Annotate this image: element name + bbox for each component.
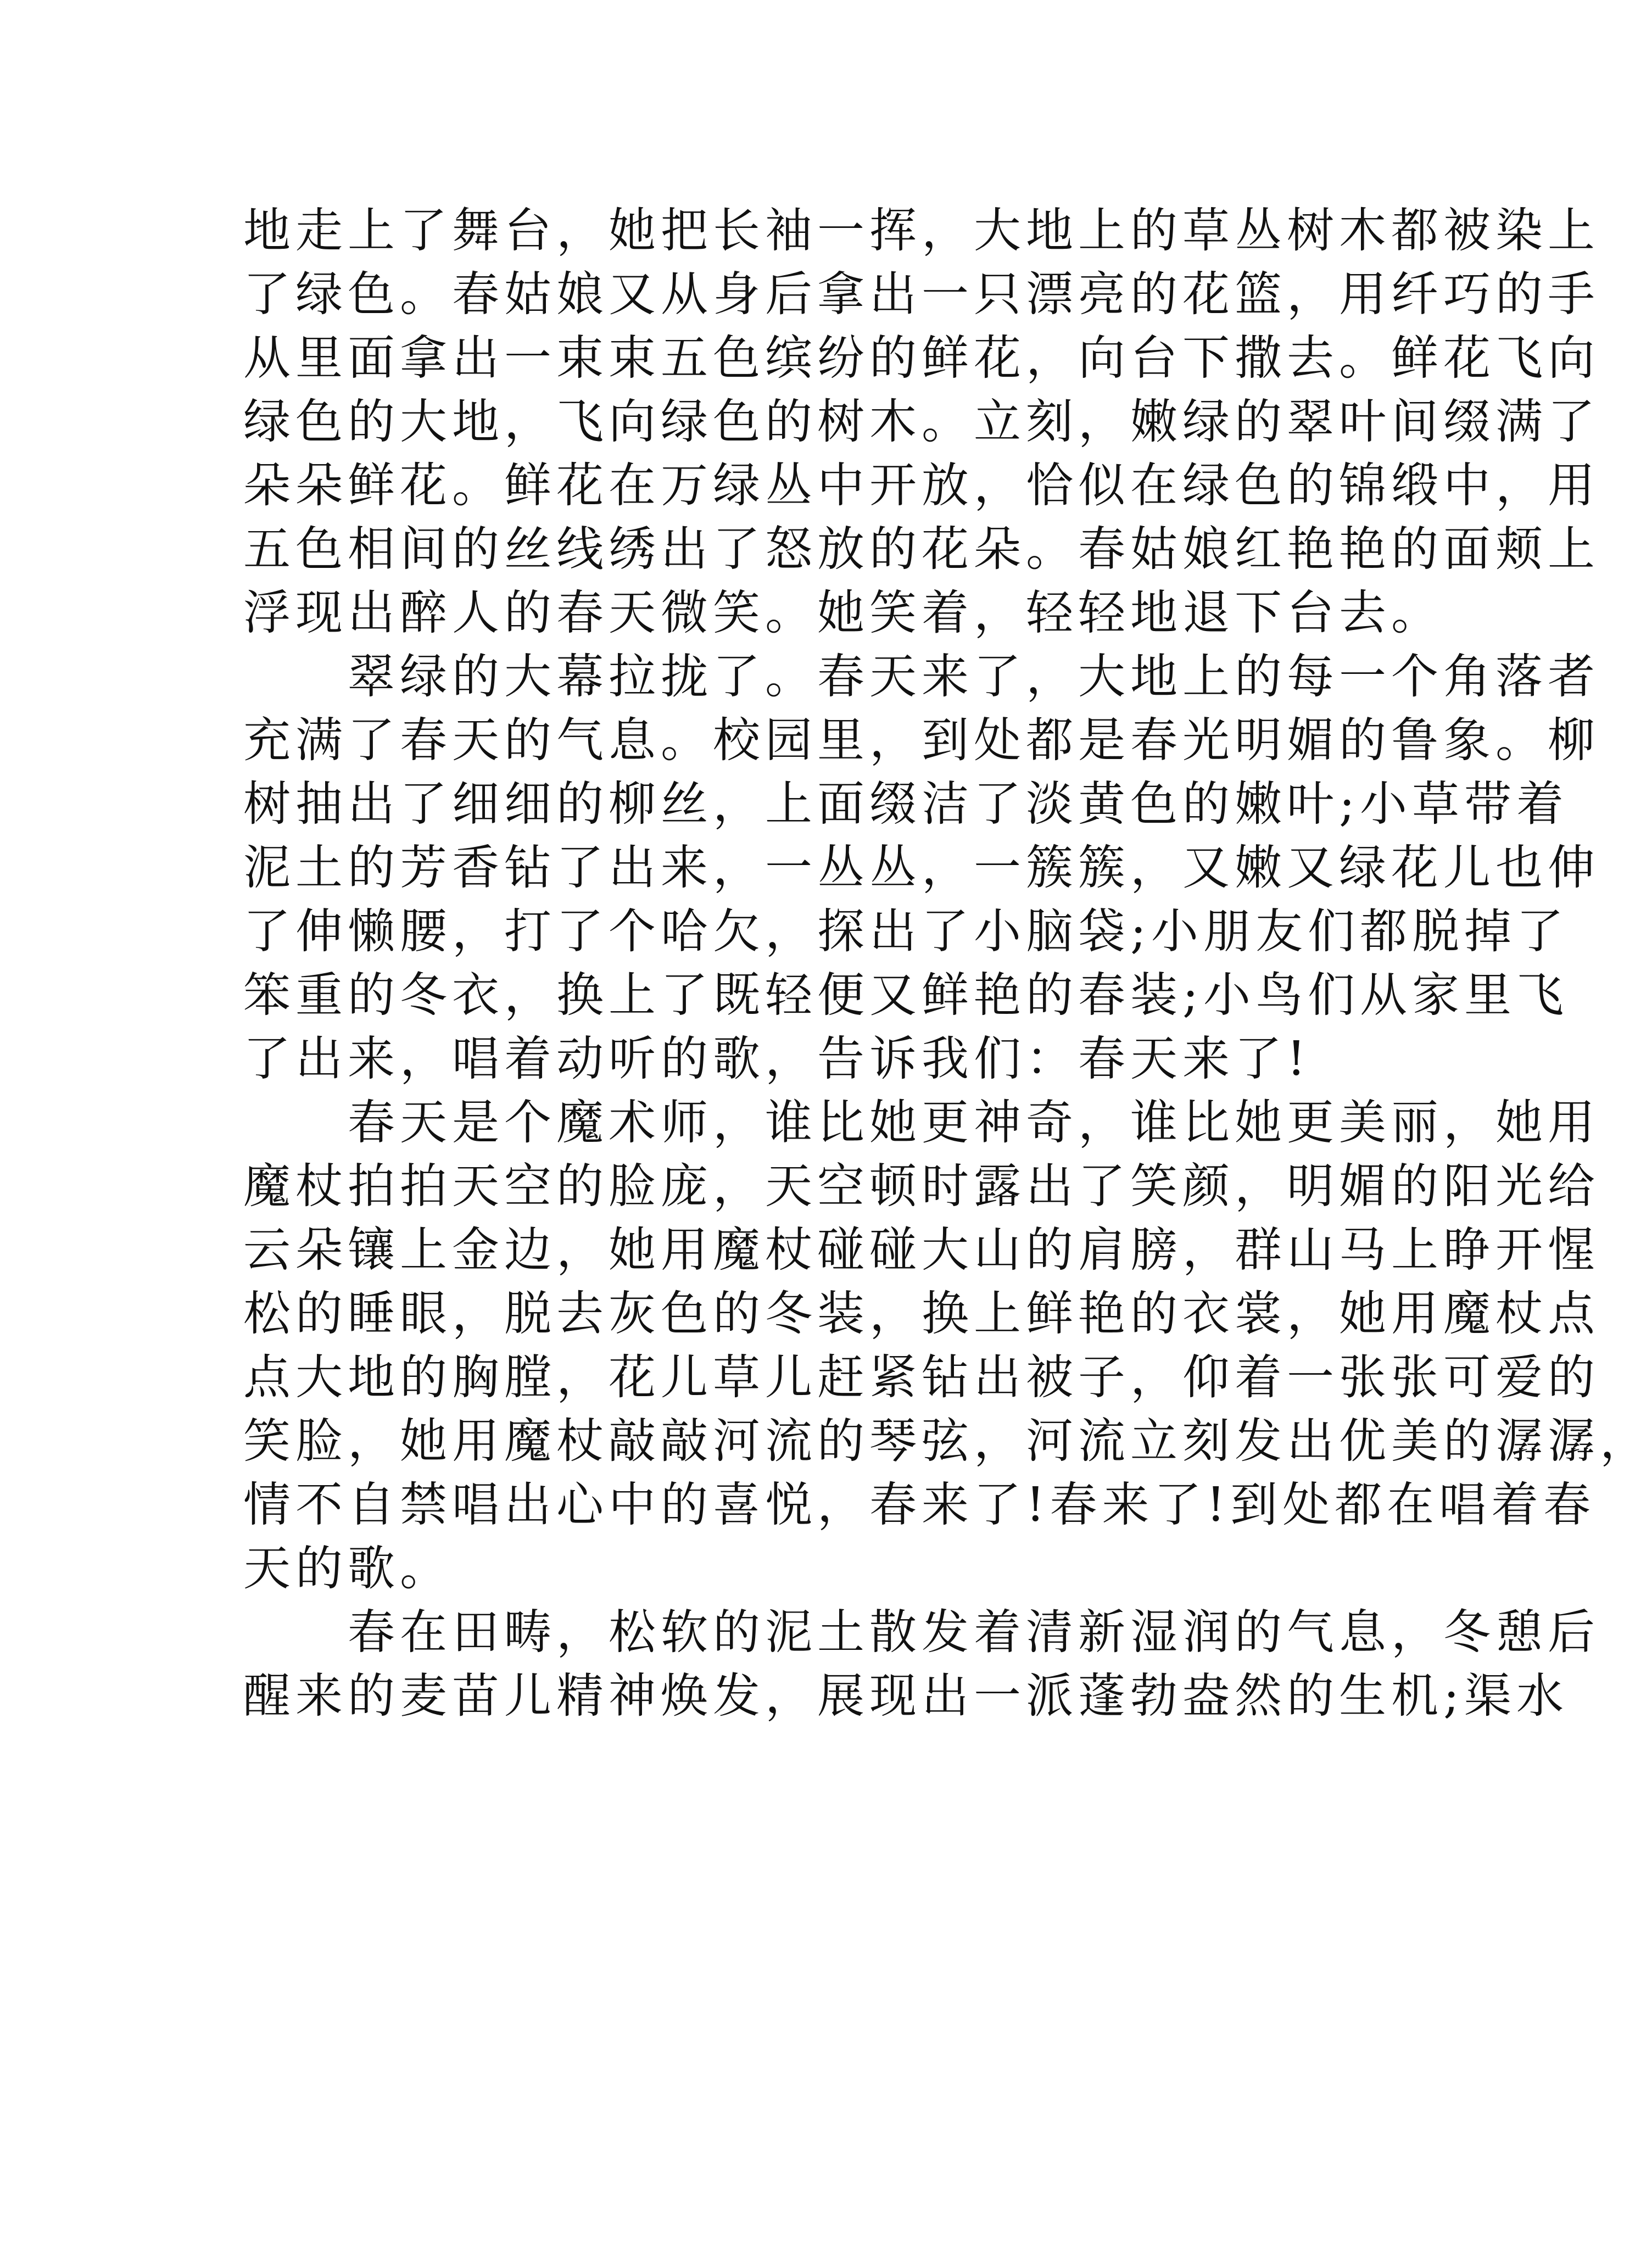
text-line: 绿色的大地，飞向绿色的树木。立刻，嫩绿的翠叶间缀满了 (243, 394, 1600, 449)
text-line: 天的歌。 (243, 1541, 452, 1596)
text-line: 云朵镶上金边，她用魔杖碰碰大山的肩膀，群山马上睁开惺 (243, 1223, 1600, 1278)
body-text (243, 199, 1652, 1728)
text-line: 笑脸，她用魔杖敲敲河流的琴弦，河流立刻发出优美的潺潺， (243, 1414, 1652, 1469)
text-line: 朵朵鲜花。鲜花在万绿丛中开放，恰似在绿色的锦缎中，用 (243, 458, 1600, 513)
text-line: 春在田畴，松软的泥土散发着清新湿润的气息，冬憩后 (243, 1605, 1600, 1660)
text-line: 树抽出了细细的柳丝，上面缀洁了淡黄色的嫩叶;小草带着 (243, 777, 1569, 832)
text-line: 五色相间的丝线绣出了怒放的花朵。春姑娘红艳艳的面颊上 (243, 522, 1600, 577)
text-line: 醒来的麦苗儿精神焕发，展现出一派蓬勃盎然的生机;渠水 (243, 1669, 1569, 1723)
text-line: 情不自禁唱出心中的喜悦，春来了!春来了!到处都在唱着春 (243, 1477, 1596, 1532)
text-line: 从里面拿出一束束五色缤纷的鲜花，向台下撒去。鲜花飞向 (243, 331, 1600, 386)
text-line: 点大地的胸膛，花儿草儿赶紧钻出被子，仰着一张张可爱的 (243, 1350, 1600, 1405)
text-line: 地走上了舞台，她把长袖一挥，大地上的草丛树木都被染上 (243, 203, 1600, 258)
text-line: 笨重的冬衣，换上了既轻便又鲜艳的春装;小鸟们从家里飞 (243, 968, 1569, 1023)
text-line: 松的睡眼，脱去灰色的冬装，换上鲜艳的衣裳，她用魔杖点 (243, 1286, 1600, 1341)
text-line: 了出来，唱着动听的歌，告诉我们：春天来了! (243, 1031, 1311, 1086)
text-line: 了绿色。春姑娘又从身后拿出一只漂亮的花篮，用纤巧的手 (243, 267, 1600, 322)
text-line: 春天是个魔术师，谁比她更神奇，谁比她更美丽，她用 (243, 1095, 1600, 1150)
text-line: 魔杖拍拍天空的脸庞，天空顿时露出了笑颜，明媚的阳光给 (243, 1159, 1600, 1214)
text-line: 充满了春天的气息。校园里，到处都是春光明媚的鲁象。柳 (243, 713, 1600, 768)
text-line: 浮现出醉人的春天微笑。她笑着，轻轻地退下台去。 (243, 585, 1443, 640)
text-line: 翠绿的大幕拉拢了。春天来了，大地上的每一个角落者 (243, 649, 1600, 704)
text-line: 泥土的芳香钻了出来，一丛丛，一簇簇，又嫩又绿花儿也伸 (243, 840, 1600, 895)
text-line: 了伸懒腰，打了个哈欠，探出了小脑袋;小朋友们都脱掉了 (243, 904, 1569, 959)
